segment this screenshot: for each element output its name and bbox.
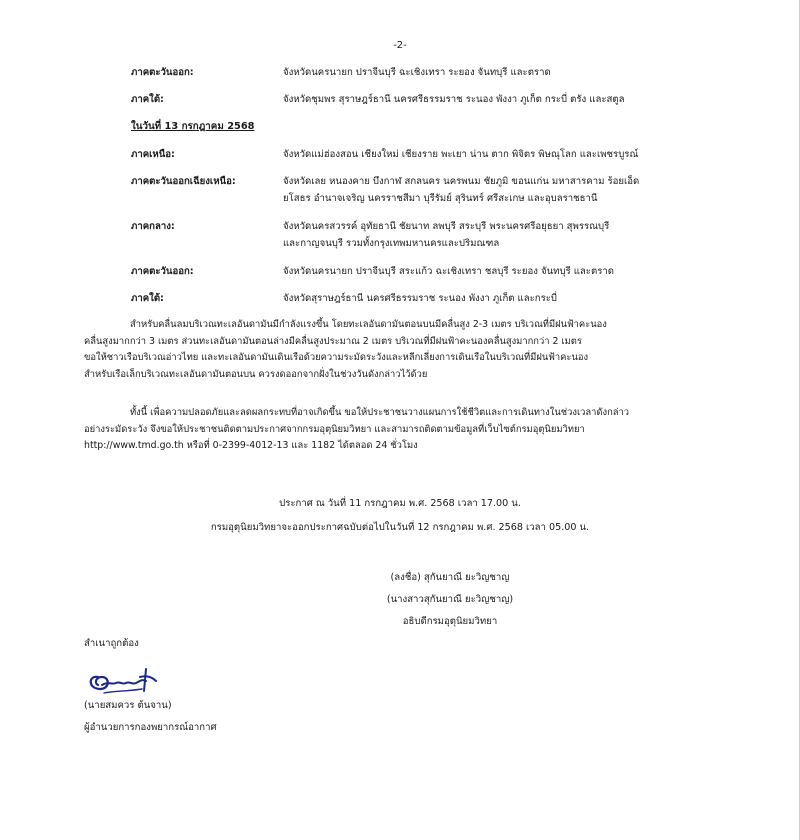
region-provinces-cont: และกาญจนบุรี รวมทั้งกรุงเทพมหานครและปริมณฑล [283,238,500,249]
paragraph-line: คลื่นสูงมากกว่า 3 เมตร ส่วนทะเลอันดามันตอนล่างมีคลื่นสูงประมาณ 2 เมตร บริเวณที่มีฝนฟ้าคะนองคลื่นสูงมากกว่า 2 เมตร [84,335,582,347]
region-row-north [0,146,800,163]
region-label: ภาคตะวันออก: [131,67,194,78]
page-number: -2- [393,40,407,51]
region-label: ภาคใต้: [131,94,164,105]
region-row-central [0,218,800,252]
region-provinces: จังหวัดแม่ฮ่องสอน เชียงใหม่ เชียงราย พะเยา น่าน ตาก พิจิตร พิษณุโลก และเพชรบูรณ์ [283,149,639,160]
certified-title: ผู้อำนวยการกองพยากรณ์อากาศ [84,722,217,733]
region-row-south-2 [0,290,800,307]
region-label: ภาคตะวันออก: [131,266,194,277]
region-provinces: จังหวัดสุราษฎร์ธานี นครศรีธรรมราช ระนอง พังงา ภูเก็ต และกระบี่ [283,293,557,304]
region-label: ภาคเหนือ: [131,149,175,160]
region-provinces: จังหวัดนครนายก ปราจีนบุรี ฉะเชิงเทรา ระยอง จันทบุรี และตราด [283,67,551,78]
certified-copy-label: สำเนาถูกต้อง [84,638,139,649]
signatory-title: อธิบดีกรมอุตุนิยมวิทยา [402,616,498,627]
certified-name: (นายสมควร ต้นจาน) [84,700,172,711]
paragraph-line: ทั้งนี้ เพื่อความปลอดภัยและลดผลกระทบที่อาจเกิดขึ้น ขอให้ประชาชนวางแผนการใช้ชีวิตและการเดินทางในช่วงเวลาดังกล่าว [130,407,630,418]
region-row-northeast [0,173,800,207]
announcement-next: กรมอุตุนิยมวิทยาจะออกประกาศฉบับต่อไปในวันที่ 12 กรกฎาคม พ.ศ. 2568 เวลา 05.00 น. [210,522,590,533]
region-provinces: จังหวัดชุมพร สุราษฎร์ธานี นครศรีธรรมราช ระนอง พังงา ภูเก็ต กระบี่ ตรัง และสตูล [283,94,625,105]
paragraph-safety-notice [84,405,724,455]
announcement-issued: ประกาศ ณ วันที่ 11 กรกฎาคม พ.ศ. 2568 เวลา 17.00 น. [279,498,521,509]
contact-line: http://www.tmd.go.th หรือที่ 0-2399-4012-13 และ 1182 ได้ตลอด 24 ชั่วโมง [84,440,418,451]
region-label: ภาคใต้: [131,293,164,304]
paragraph-line: ขอให้ชาวเรือบริเวณอ่าวไทย และทะเลอันดามันเดินเรือด้วยความระมัดระวังและหลีกเลี่ยงการเดินเรือในบริเวณที่มีฝนฟ้าคะนอง [84,352,589,363]
signatory-signed: (ลงชื่อ) สุกันยาณี ยะวิญชาญ [390,572,510,583]
region-provinces: จังหวัดนครสวรรค์ อุทัยธานี ชัยนาท ลพบุรี สระบุรี พระนครศรีอยุธยา สุพรรณบุรี [283,221,610,232]
region-provinces-cont: ยโสธร อำนาจเจริญ นครราชสีมา บุรีรัมย์ สุรินทร์ ศรีสะเกษ และอุบลราชธานี [283,193,598,204]
region-row-east-1 [0,64,800,81]
paragraph-line: สำหรับคลื่นลมบริเวณทะเลอันดามันมีกำลังแรงขึ้น โดยทะเลอันดามันตอนบนมีคลื่นสูง 2-3 เมตร บริเวณที่มีฝนฟ้าคะนอง [130,319,607,330]
paragraph-line: สำหรับเรือเล็กบริเวณทะเลอันดามันตอนบน ควรงดออกจากฝั่งในช่วงวันดังกล่าวไว้ด้วย [84,368,428,380]
region-row-south-1 [0,91,800,108]
paragraph-line: อย่างระมัดระวัง จึงขอให้ประชาชนติดตามประกาศจากกรมอุตุนิยมวิทยา และสามารถติดตามข้อมูลที่เว็บไซต์กรมอุตุนิยมวิทยา [84,423,585,435]
region-provinces: จังหวัดนครนายก ปราจีนบุรี สระแก้ว ฉะเชิงเทรา ชลบุรี ระยอง จันทบุรี และตราด [283,266,614,277]
region-label: ภาคกลาง: [131,221,175,232]
region-row-east-2 [0,263,800,280]
date-heading: ในวันที่ 13 กรกฎาคม 2568 [131,121,255,132]
region-label: ภาคตะวันออกเฉียงเหนือ: [131,176,236,187]
signatory-name: (นางสาวสุกันยาณี ยะวิญชาญ) [386,594,514,605]
paragraph-wave-warning [84,317,724,383]
region-provinces: จังหวัดเลย หนองคาย บึงกาฬ สกลนคร นครพนม ชัยภูมิ ขอนแก่น มหาสารคาม ร้อยเอ็ด [283,176,640,187]
handwritten-signature [84,655,164,697]
